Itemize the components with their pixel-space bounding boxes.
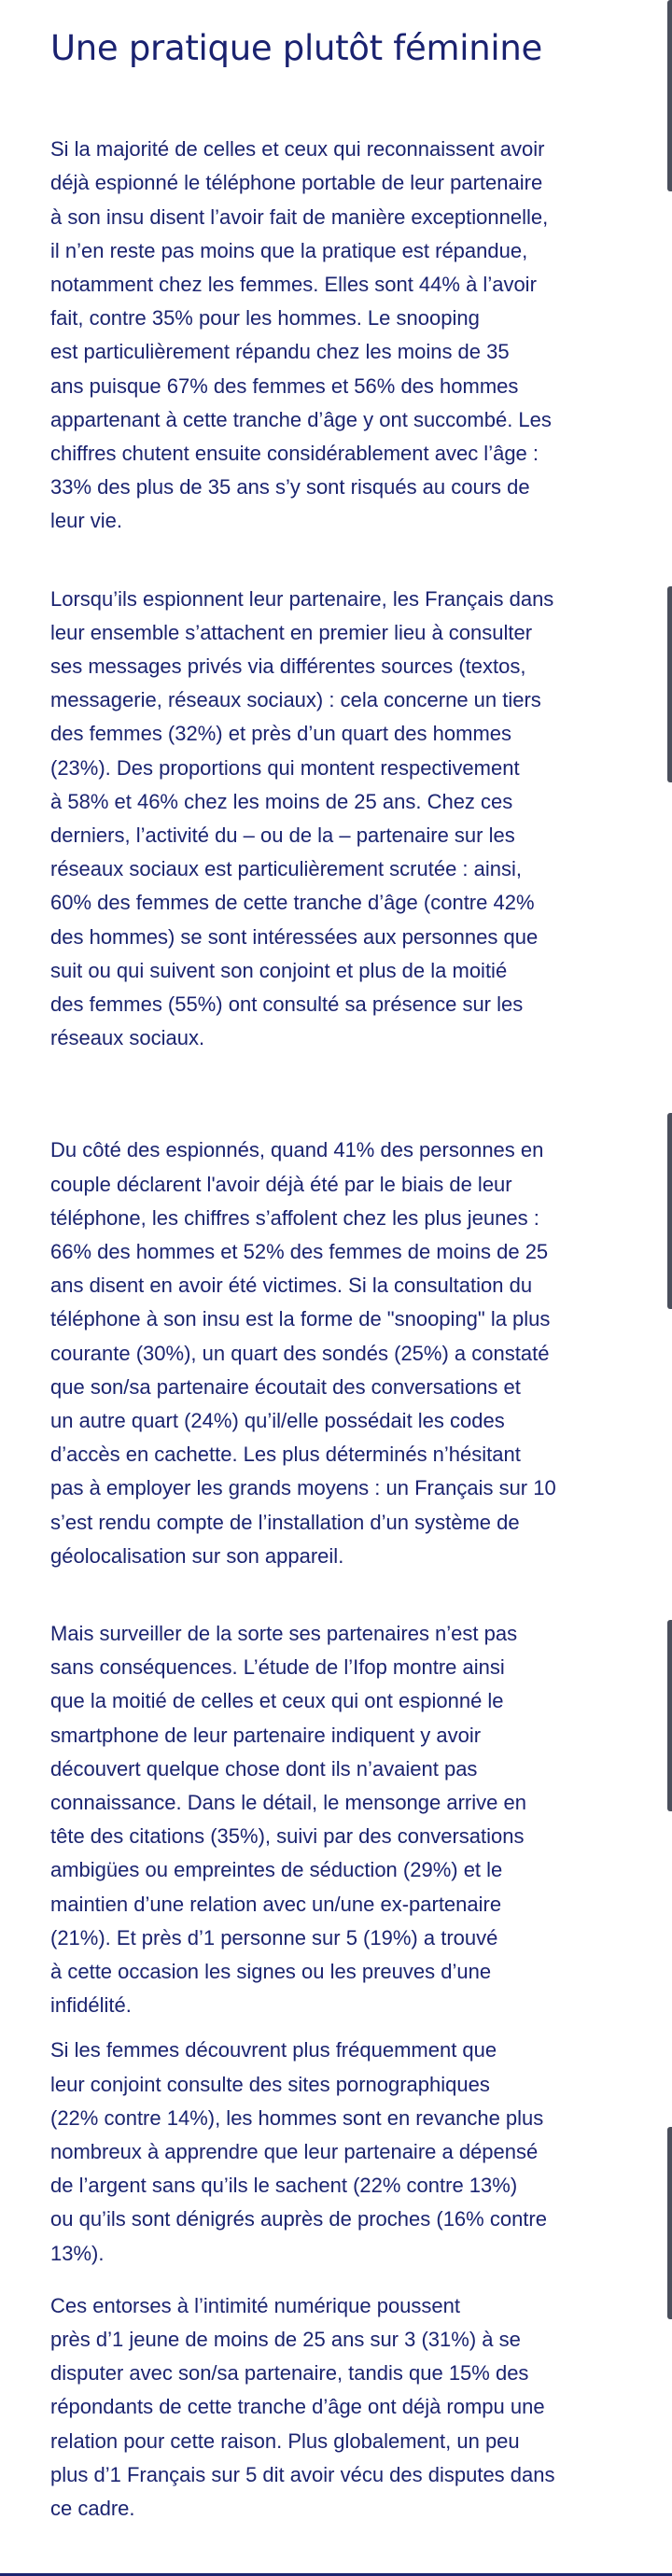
scroll-indicator[interactable] bbox=[667, 2127, 672, 2319]
paragraph-discoveries: Si les femmes découvrent plus fréquemment que leur conjoint consulte des sites pornographiques (22% contre 14%), les hommes sont en revanche plus nombreux à apprendre que leur partenaire a dépensé de l’argent sans qu’ils le sachent (22% contre 13%) ou qu’ils sont dénigrés auprès de proches (16% contre 13%). bbox=[50, 2038, 547, 2265]
paragraph-consequences: Mais surveiller de la sorte ses partenaires n’est pas sans conséquences. L’étude de l’Ifop montre ainsi que la moitié de celles et ceux qui ont espionné le smartphone de leur partenaire indiquent y avoir découvert quelque chose dont ils n’avaient pas connaissance. Dans le détail, le mensonge arrive en tête des citations (35%), suivi par des conversations ambigües ou empreintes de séduction (29%) et le maintien d’une relation avec un/une ex-partenaire (21%). Et près d’1 personne sur 5 (19%) a trouvé à cette occasion les signes ou les preuves d’une infidélité. bbox=[50, 1622, 526, 2018]
section-heading: Une pratique plutôt féminine bbox=[50, 28, 542, 68]
paragraph-snooping-prevalence: Si la majorité de celles et ceux qui reconnaissent avoir déjà espionné le téléphone portable de leur partenaire à son insu disent l’avoir fait de manière exceptionnelle, il n’en reste pas moins que la pratique est répandue, notamment chez les femmes. Elles sont 44% à l’avoir fait, contre 35% pour les hommes. Le snooping est particulièrement répandu chez les moins de 35 ans puisque 67% des femmes et 56% des hommes appartenant à cette tranche d’âge y ont succombé. Les chiffres chutent ensuite considérablement avec l’âge : 33% des plus de 35 ans s’y sont risqués au cours de leur vie. bbox=[50, 137, 552, 533]
scroll-indicator[interactable] bbox=[667, 586, 672, 782]
scroll-indicator[interactable] bbox=[667, 1620, 672, 1811]
scroll-indicator[interactable] bbox=[667, 1113, 672, 1309]
paragraph-private-messages: Lorsqu’ils espionnent leur partenaire, les Français dans leur ensemble s’attachent en premier lieu à consulter ses messages privés via différentes sources (textos, messagerie, réseaux sociaux) : cela concerne un tiers des femmes (32%) et près d’un quart des hommes (23%). Des proportions qui montent respectivement à 58% et 46% chez les moins de 25 ans. Chez ces derniers, l’activité du – ou de la – partenaire sur les réseaux sociaux est particulièrement scrutée : ainsi, 60% des femmes de cette tranche d’âge (contre 42% des hommes) se sont intéressées aux personnes que suit ou qui suivent son conjoint et plus de la moitié des femmes (55%) ont consulté sa présence sur les réseaux sociaux. bbox=[50, 586, 554, 1050]
article bbox=[50, 26, 622, 2526]
scroll-indicator[interactable] bbox=[667, 0, 672, 191]
paragraph-disputes: Ces entorses à l’intimité numérique poussent près d’1 jeune de moins de 25 ans sur 3 (31%) à se disputer avec son/sa partenaire, tandis que 15% des répondants de cette tranche d’âge ont déjà rompu une relation pour cette raison. Plus globalement, un peu plus d’1 Français sur 5 dit avoir vécu des disputes dans ce cadre. bbox=[50, 2293, 555, 2521]
paragraph-spied-on: Du côté des espionnés, quand 41% des personnes en couple déclarent l'avoir déjà été par le biais de leur téléphone, les chiffres s’affolent chez les plus jeunes : 66% des hommes et 52% des femmes de moins de 25 ans disent en avoir été victimes. Si la consultation du téléphone à son insu est la forme de "snooping" la plus courante (30%), un quart des sondés (25%) a constaté que son/sa partenaire écoutait des conversations et un autre quart (24%) qu’il/elle possédait les codes d’accès en cachette. Les plus déterminés n’hésitant pas à employer les grands moyens : un Français sur 10 s’est rendu compte de l’installation d’un système de géolocalisation sur son appareil. bbox=[50, 1138, 556, 1568]
